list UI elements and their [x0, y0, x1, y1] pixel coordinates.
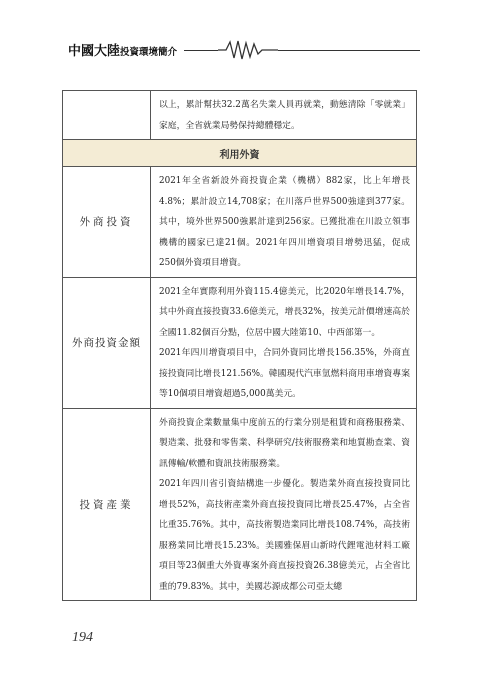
paragraph: 外商投資企業數量集中度前五的行業分別是租賃和商務服務業、製造業、批發和零售業、科學研究/技術服務業和地質勘查業、資訊傳輸/軟體和資訊技術服務業。 [159, 417, 410, 469]
row-content [151, 167, 417, 278]
paragraph: 以上，累計幫扶32.2萬名失業人員再就業，動態清除「零就業」家庭，全省就業局勢保持總體穩定。 [159, 100, 410, 131]
paragraph: 2021年四川增資項目中，合同外資同比增長156.35%，外商直接投資同比增長121.56%。韓國現代汽車氫燃料商用車增資專案等10個項目增資超過5,000萬美元。 [159, 348, 410, 399]
row-content [151, 277, 417, 408]
row-content [151, 408, 417, 601]
paragraph: 2021全年實際利用外資115.4億美元，比2020年增長14.7%，其中外商直接投資33.6億美元，增長32%，按美元計價增速高於全國11.82個百分點，位居中國大陸第10、中西部第一。 [159, 286, 410, 338]
header-title-sub: 投資環境簡介 [120, 47, 178, 58]
section-title: 利用外資 [63, 140, 417, 167]
table-row [63, 408, 417, 601]
header-title [68, 40, 177, 59]
paragraph: 2021年四川省引資結構進一步優化。製造業外商直接投資同比增長52%，高技術產業外商直接投資同比增長25.47%，占全省比重35.76%。其中，高技術製造業同比增長108.74%，高技術服務業同比增長15.23%。美國雅保眉山新時代鋰電池材料工廠項目等23個重大外資專案外商直接投資26.38億美元，占全省比重的79.83%。其中，美國芯源成都公司亞太總 [159, 479, 410, 592]
paragraph: 2021年全省新設外商投資企業（機構）882家，比上年增長4.8%；累計設立14,708家；在川落戶世界500強達到377家。其中，境外世界500強累計達到256家。已獲批准在川設立領事機構的國家已達21個。2021年四川增資項目增勢迅猛，促成250個外資項目增資。 [159, 176, 410, 268]
heartbeat-wave-icon [218, 38, 278, 62]
row-label: 投資產業 [63, 408, 151, 601]
table-row [63, 91, 417, 140]
table-row [63, 277, 417, 408]
page-number: 194 [72, 630, 93, 645]
page-header [68, 38, 420, 62]
row-label [63, 91, 151, 140]
section-header-row [63, 140, 417, 167]
header-title-main: 中國大陸 [68, 44, 121, 59]
investment-table [62, 90, 417, 601]
row-label: 外商投資金額 [63, 277, 151, 408]
row-content [151, 91, 417, 140]
table-row [63, 167, 417, 278]
row-label: 外商投資 [63, 167, 151, 278]
